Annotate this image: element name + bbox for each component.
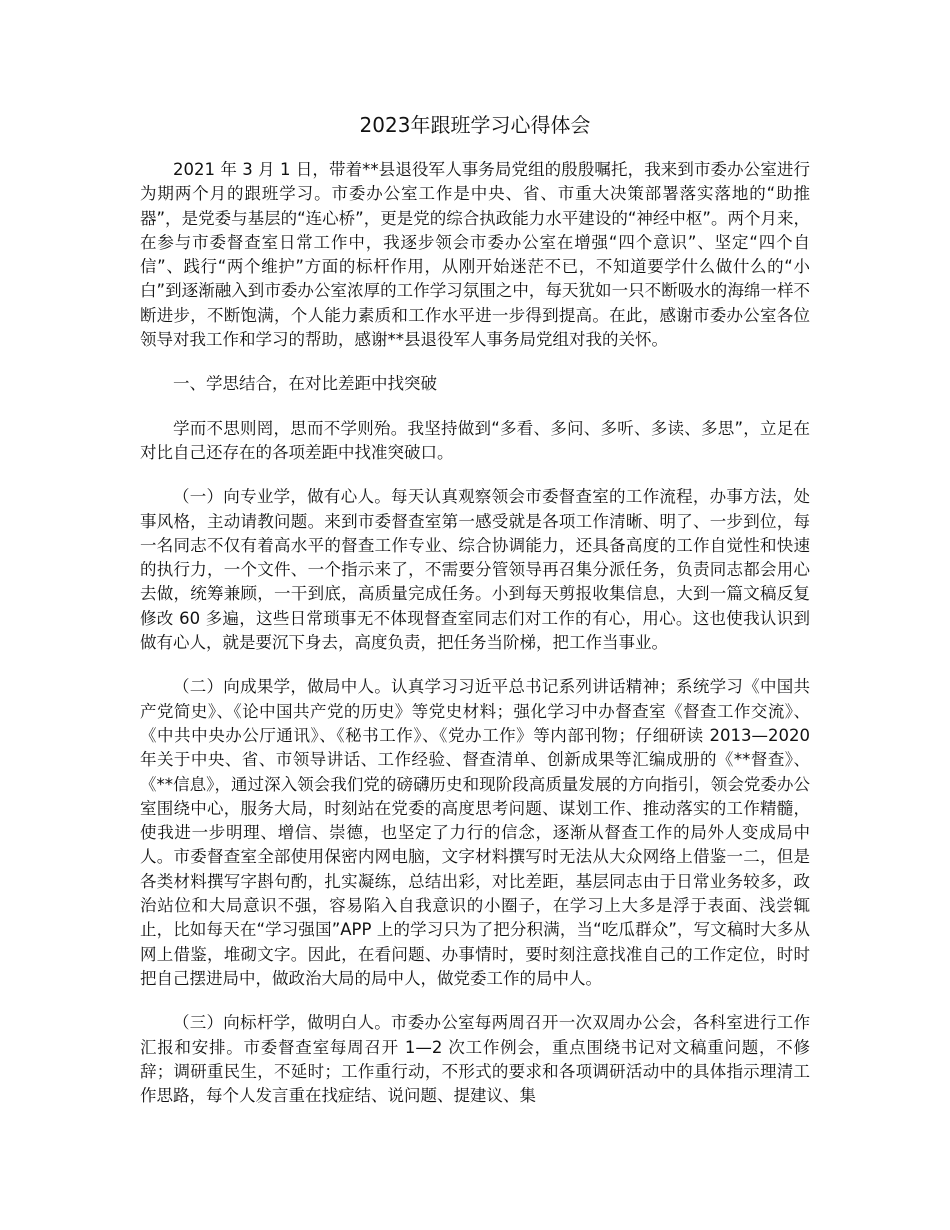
paragraph-section-intro: 学而不思则罔，思而不学则殆。我坚持做到“多看、多问、多听、多读、多思”，立足在对比自己还存在的各项差距中找准突破口。 xyxy=(140,418,810,462)
paragraph-intro: 2021 年 3 月 1 日，带着**县退役军人事务局党组的殷殷嘱托，我来到市委办公室进行为期两个月的跟班学习。市委办公室工作是中央、省、市重大决策部署落实落地的“助推器”，是党委与基层的“连心桥”，更是党的综合执政能力水平建设的“神经中枢”。两个月来，在参与市委督查室日常工作中，我逐步领会市委办公室在增强“四个意识”、坚定“四个自信”、践行“两个维护”方面的标杆作用，从刚开始迷茫不已，不知道要学什么做什么的“小白”到逐渐融入到市委办公室浓厚的工作学习氛围之中，每天犹如一只不断吸水的海绵一样不断进步，不断饱满，个人能力素质和工作水平进一步得到提高。在此，感谢市委办公室各位领导对我工作和学习的帮助，感谢**县退役军人事务局党组对我的关怀。 xyxy=(140,160,810,350)
document-body xyxy=(140,158,810,1108)
paragraph-item-1: （一）向专业学，做有心人。每天认真观察领会市委督查室的工作流程，办事方法，处事风格，主动请教问题。来到市委督查室第一感受就是各项工作清晰、明了、一步到位，每一名同志不仅有着高水平的督查工作专业、综合协调能力，还具备高度的工作自觉性和快速的执行力，一个文件、一个指示来了，不需要分管领导再召集分派任务，负责同志都会用心去做，统筹兼顾，一干到底，高质量完成任务。小到每天剪报收集信息，大到一篇文稿反复修改 60 多遍，这些日常琐事无不体现督查室同志们对工作的有心，用心。这也使我认识到做有心人，就是要沉下身去，高度负责，把任务当阶梯，把工作当事业。 xyxy=(140,487,810,653)
document-title: 2023年跟班学习心得体会 xyxy=(359,113,591,137)
paragraph-item-3: （三）向标杆学，做明白人。市委办公室每两周召开一次双周办公会，各科室进行工作汇报和安排。市委督查室每周召开 1—2 次工作例会，重点围绕书记对文稿重问题，不修辞；调研重民生，不延时；工作重行动，不形式的要求和各项调研活动中的具体指示理清工作思路，每个人发言重在找症结、说问题、提建议、集 xyxy=(140,1013,810,1106)
paragraph-item-2: （二）向成果学，做局中人。认真学习习近平总书记系列讲话精神；系统学习《中国共产党简史》、《论中国共产党的历史》等党史材料；强化学习中办督查室《督查工作交流》、《中共中央办公厅通讯》、《秘书工作》、《党办工作》等内部刊物；仔细研读 2013—2020 年关于中央、省、市领导讲话、工作经验、督查清单、创新成果等汇编成册的《**督查》、《**信息》，通过深入领会我们党的磅礴历史和现阶段高质量发展的方向指引，领会党委办公室围绕中心，服务大局，时刻站在党委的高度思考问题、谋划工作、推动落实的工作精髓，使我进一步明理、增信、崇德，也坚定了力行的信念，逐渐从督查工作的局外人变成局中人。市委督查室全部使用保密内网电脑，文字材料撰写时无法从大众网络上借鉴一二，但是各类材料撰写字斟句酌，扎实凝练，总结出彩，对比差距，基层同志由于日常业务较多，政治站位和大局意识不强，容易陷入自我意识的小圈子，在学习上大多是浮于表面、浅尝辄止，比如每天在“学习强国”APP 上的学习只为了把分积满，当“吃瓜群众”，写文稿时大多从网上借鉴，堆砌文字。因此，在看问题、办事情时，要时刻注意找准自己的工作定位，时时把自己摆进局中，做政治大局的局中人，做党委工作的局中人。 xyxy=(140,677,810,988)
section-heading-1: 一、学思结合，在对比差距中找突破 xyxy=(173,374,437,394)
